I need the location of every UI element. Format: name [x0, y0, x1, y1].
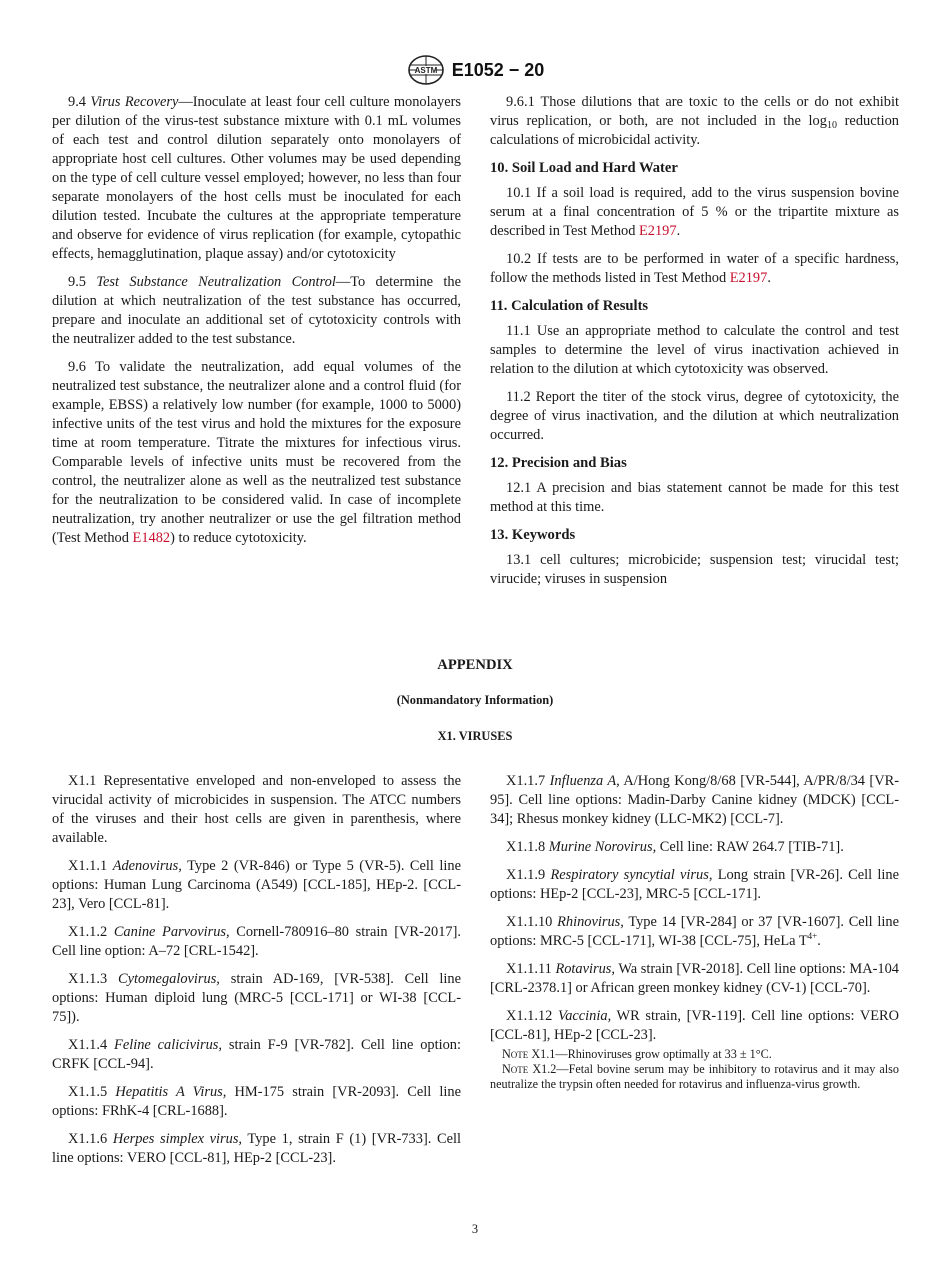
paragraph-10-1: 10.1 If a soil load is required, add to the virus suspension bovine serum at a final concentration of 5 % or the tripartite mixture as described in Test Method E2197.	[490, 185, 899, 239]
paragraph-11-2: 11.2 Report the titer of the stock virus, degree of cytotoxicity, the degree of virus inactivation, and the dilution at which neutralization occurred.	[490, 389, 899, 443]
paragraph-x1-1-12: X1.1.12 Vaccinia, WR strain, [VR-119]. Cell line options: VERO [CCL-81], HEp-2 [CCL-23].	[490, 1008, 899, 1043]
document-designation: E1052 − 20	[451, 59, 545, 80]
paragraph-9-6: 9.6 To validate the neutralization, add equal volumes of the neutralized test substance, the neutralizer alone and a control fluid (for example, EBSS) a relatively low number (for example, 1000 to 5000) infective units of the test virus and hold the mixtures for the exposure time at room temperature. Titrate the mixtures for infectious virus. Comparable levels of infective units must be recovered from the control, the neutralizer alone as well as the neutralized test substance for the neutralization to be considered valid. In case of incomplete neutralization, try another neutralizer or use the gel filtration method (Test Method E1482) to reduce cytotoxicity.	[52, 359, 461, 546]
paragraph-10-2: 10.2 If tests are to be performed in water of a specific hardness, follow the methods listed in Test Method E2197.	[490, 251, 899, 286]
page-header	[0, 50, 950, 90]
appendix-title: APPENDIX	[437, 657, 513, 673]
appendix-subtitle: (Nonmandatory Information)	[396, 693, 554, 707]
right-column-bottom	[490, 772, 899, 1092]
right-column-top	[490, 93, 899, 598]
paragraph-x1-1-11: X1.1.11 Rotavirus, Wa strain [VR-2018]. Cell line options: MA-104 [CRL-2378.1] or African green monkey kidney (CV-1) [CCL-70].	[490, 961, 899, 996]
astm-logo-icon	[406, 54, 446, 86]
svg-text:ASTM: ASTM	[414, 66, 438, 75]
section-heading-12: 12. Precision and Bias	[490, 455, 627, 471]
paragraph-x1-1-9: X1.1.9 Respiratory syncytial virus, Long strain [VR-26]. Cell line options: HEp-2 [CCL-23], MRC-5 [CCL-171].	[490, 867, 899, 902]
appendix-section-title: X1. VIRUSES	[437, 729, 513, 743]
link-e2197[interactable]: E2197	[639, 223, 677, 239]
paragraph-9-5: 9.5 Test Substance Neutralization Control—To determine the dilution at which neutralization of the test substance has occurred, prepare and inoculate an additional set of cytotoxicity controls with the neutralizer added to the test substance.	[52, 274, 461, 347]
paragraph-x1-1-8: X1.1.8 Murine Norovirus, Cell line: RAW 264.7 [TIB-71].	[506, 839, 844, 855]
paragraph-x1-1-6: X1.1.6 Herpes simplex virus, Type 1, strain F (1) [VR-733]. Cell line options: VERO [CCL-81], HEp-2 [CCL-23].	[52, 1131, 461, 1166]
paragraph-x1-1-5: X1.1.5 Hepatitis A Virus, HM-175 strain [VR-2093]. Cell line options: FRhK-4 [CRL-1688].	[52, 1084, 461, 1119]
note-x1-1: Note X1.1—Rhinoviruses grow optimally at 33 ± 1°C.	[502, 1047, 772, 1061]
left-column-top	[52, 93, 461, 557]
paragraph-x1-1-3: X1.1.3 Cytomegalovirus, strain AD-169, [VR-538]. Cell line options: Human diploid lung (MRC-5 [CCL-171] or WI-38 [CCL-75]).	[52, 971, 461, 1025]
left-column-bottom	[52, 772, 461, 1177]
paragraph-x1-1-10: X1.1.10 Rhinovirus, Type 14 [VR-284] or 37 [VR-1607]. Cell line options: MRC-5 [CCL-171], WI-38 [CCL-75], HeLa $T^{4+}$.	[490, 914, 899, 949]
paragraph-x1-1-1: X1.1.1 Adenovirus, Type 2 (VR-846) or Type 5 (VR-5). Cell line options: Human Lung Carcinoma (A549) [CCL-185], HEp-2. [CCL-23], Vero [CCL-81].	[52, 858, 461, 912]
paragraph-x1-1-4: X1.1.4 Feline calicivirus, strain F-9 [VR-782]. Cell line option: CRFK [CCL-94].	[52, 1037, 461, 1072]
section-heading-11: 11. Calculation of Results	[490, 298, 649, 314]
link-e1482[interactable]: E1482	[132, 530, 171, 546]
paragraph-12-1: 12.1 A precision and bias statement cannot be made for this test method at this time.	[490, 480, 899, 515]
paragraph-9-4: 9.4 Virus Recovery—Inoculate at least four cell culture monolayers per dilution of the virus-test substance mixture with 0.1 mL volumes of each test and control dilution separately onto monolayers of appropriate host cell cultures. Other volumes may be used depending on the type of cell culture vessel employed; however, no less than four separate monolayers of the host cells must be inoculated for each dilution tested. Incubate the cultures at the appropriate temperature and observe for evidence of virus replication (for example, cytopathic effects, hemagglutination, plaque assay) and/or cytotoxicity	[52, 94, 461, 262]
paragraph-9-6-1: 9.6.1 Those dilutions that are toxic to the cells or do not exhibit virus replication, or both, are not included in the $\log_{10}$ reduction calculations of microbicidal activity.	[490, 94, 899, 148]
link-e2197[interactable]: E2197	[729, 270, 768, 286]
section-heading-13: 13. Keywords	[490, 527, 576, 543]
note-x1-2: Note X1.2—Fetal bovine serum may be inhibitory to rotavirus and it may also neutralize the trypsin often needed for rotavirus and influenza-virus growth.	[490, 1062, 899, 1091]
paragraph-x1-1-2: X1.1.2 Canine Parvovirus, Cornell-780916–80 strain [VR-2017]. Cell line option: A–72 [CRL-1542].	[52, 924, 461, 959]
page-number: 3	[471, 1222, 479, 1236]
paragraph-x1-1: X1.1 Representative enveloped and non-enveloped to assess the virucidal activity of microbicides in suspension. The ATCC numbers of the viruses and their host cells are given in parenthesis, where available.	[52, 773, 461, 846]
section-heading-10: 10. Soil Load and Hard Water	[490, 160, 678, 176]
paragraph-x1-1-7: X1.1.7 Influenza A, A/Hong Kong/8/68 [VR-544], A/PR/8/34 [VR-95]. Cell line options: Madin-Darby Canine kidney (MDCK) [CCL-34]; Rhesus monkey kidney (LLC-MK2) [CCL-7].	[490, 773, 899, 827]
paragraph-11-1: 11.1 Use an appropriate method to calculate the control and test samples to determine the level of virus inactivation achieved in relation to the dilution at which cytotoxicity was observed.	[490, 323, 899, 377]
paragraph-13-1: 13.1 cell cultures; microbicide; suspension test; virucidal test; virucide; viruses in suspension	[490, 552, 899, 587]
